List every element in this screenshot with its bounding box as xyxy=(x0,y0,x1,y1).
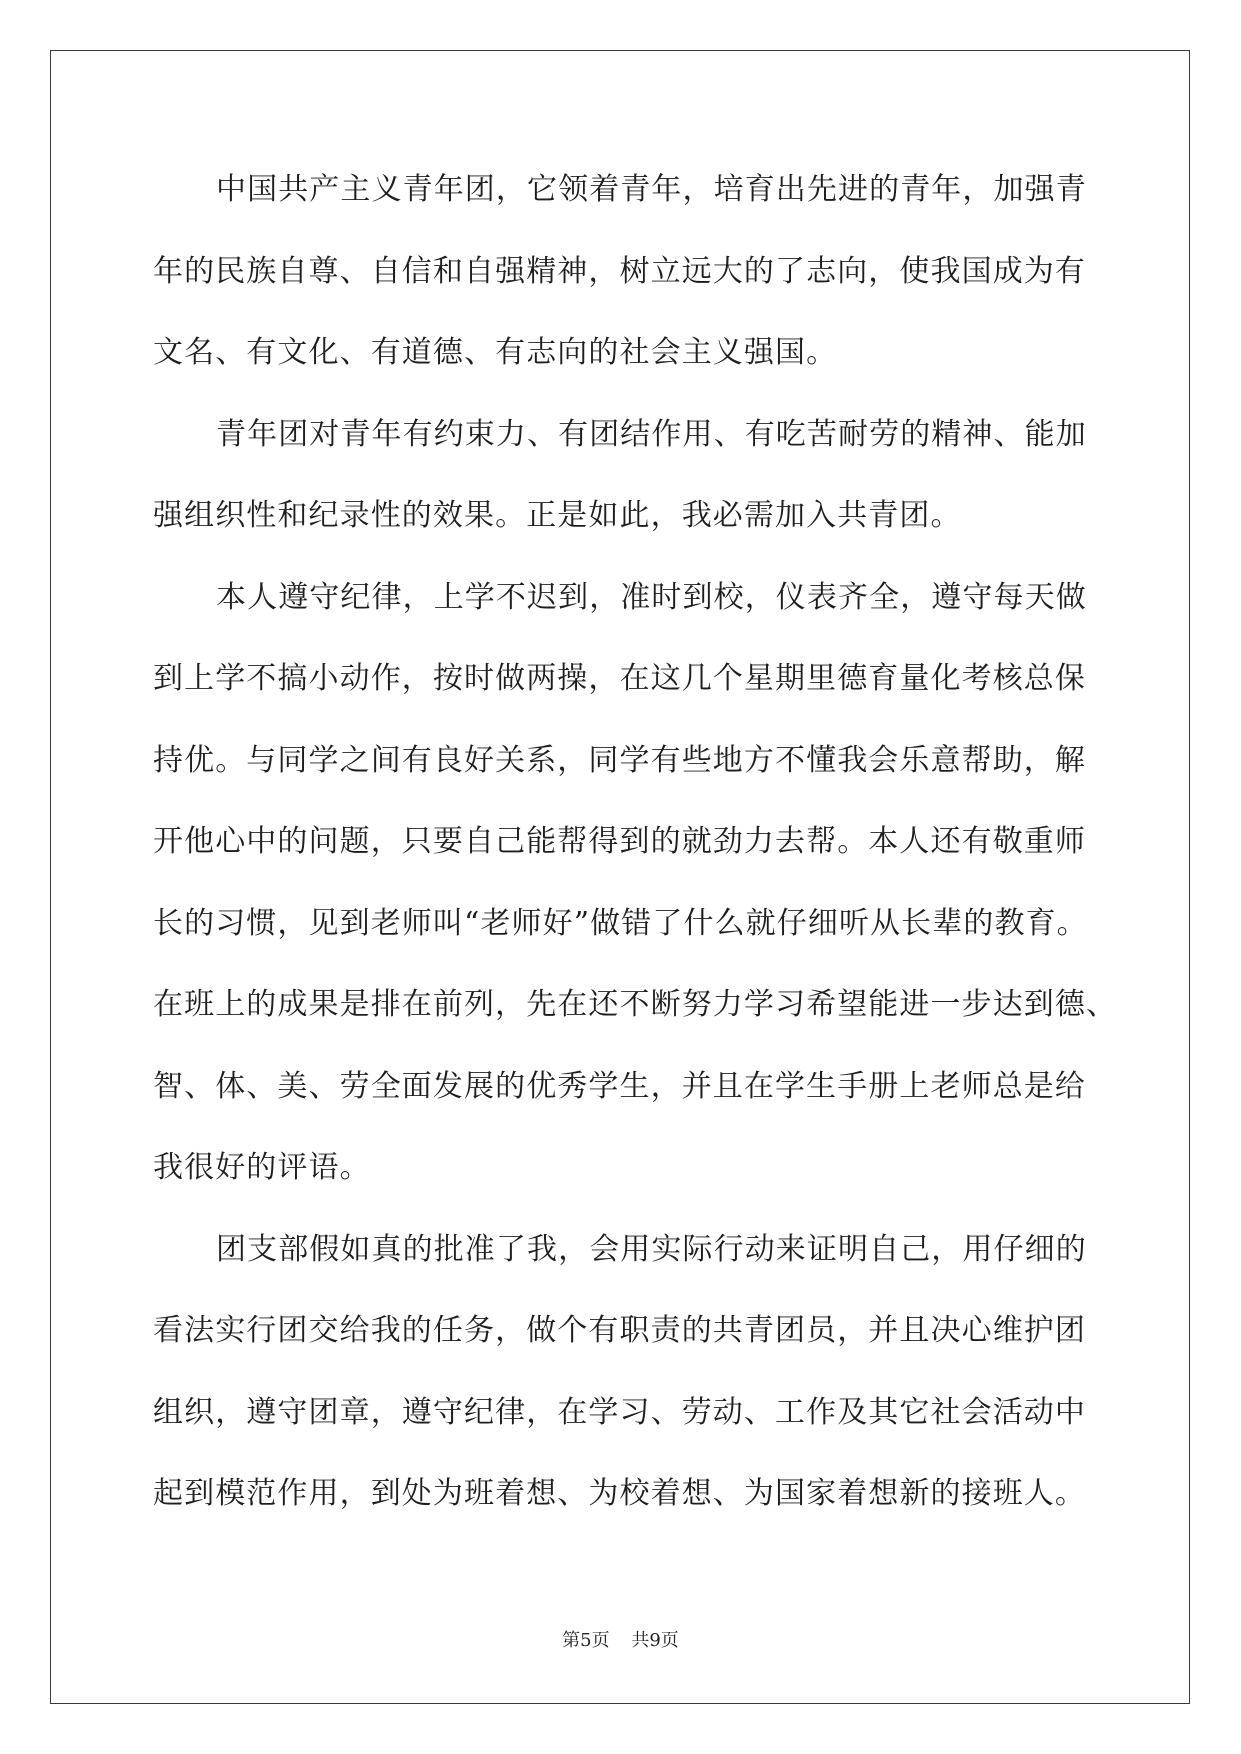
paragraph xyxy=(153,394,1153,557)
text-line: 本人遵守纪律，上学不迟到，准时到校，仪表齐全，遵守每天做 xyxy=(216,579,1087,615)
text-line: 我很好的评语。 xyxy=(153,1150,371,1185)
text-line: 开他心中的问题，只要自己能帮得到的就劲力去帮。本人还有敬重师 xyxy=(153,824,1086,859)
text-line: 在班上的成果是排在前列，先在还不断努力学习希望能进一步达到德、 xyxy=(153,987,1118,1022)
text-line: 中国共产主义青年团，它领着青年，培育出先进的青年，加强青 xyxy=(216,172,1087,207)
text-line: 年的民族自尊、自信和自强精神，树立远大的了志向，使我国成为有 xyxy=(153,253,1086,289)
paragraph xyxy=(153,557,1153,1209)
text-line: 到上学不搞小动作，按时做两操，在这几个星期里德育量化考核总保 xyxy=(153,661,1086,696)
text-line: 青年团对青年有约束力、有团结作用、有吃苦耐劳的精神、能加 xyxy=(216,416,1087,452)
text-line: 团支部假如真的批准了我，会用实际行动来证明自己，用仔细的 xyxy=(216,1231,1087,1267)
page-footer xyxy=(0,1628,1241,1654)
text-line: 文名、有文化、有道德、有志向的社会主义强国。 xyxy=(153,335,838,370)
page-number: 第5页 xyxy=(562,1630,610,1651)
text-line: 看法实行团交给我的任务，做个有职责的共青团员，并且决心维护团 xyxy=(153,1313,1086,1348)
paragraph xyxy=(153,149,1153,394)
text-line: 组织，遵守团章，遵守纪律，在学习、劳动、工作及其它社会活动中 xyxy=(153,1394,1086,1430)
text-line: 长的习惯，见到老师叫“老师好”做错了什么就仔细听从长辈的教育。 xyxy=(153,905,1088,941)
document-body xyxy=(153,149,1153,1535)
page-total: 共9页 xyxy=(631,1630,679,1651)
text-line: 智、体、美、劳全面发展的优秀学生，并且在学生手册上老师总是给 xyxy=(153,1068,1086,1104)
text-line: 起到模范作用，到处为班着想、为校着想、为国家着想新的接班人。 xyxy=(153,1476,1086,1511)
paragraph xyxy=(153,1209,1153,1535)
text-line: 强组织性和纪录性的效果。正是如此，我必需加入共青团。 xyxy=(153,498,962,533)
text-line: 持优。与同学之间有良好关系，同学有些地方不懂我会乐意帮助，解 xyxy=(153,742,1086,778)
